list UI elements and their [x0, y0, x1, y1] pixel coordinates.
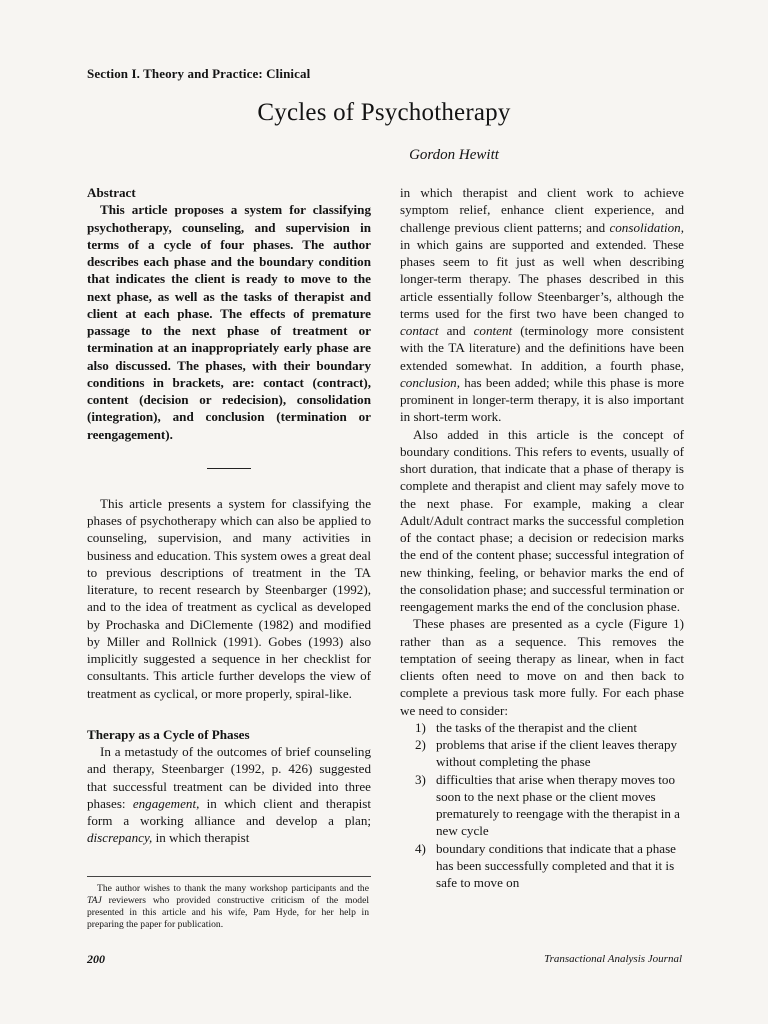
list-number: 3) [415, 771, 426, 787]
abstract-heading: Abstract [87, 185, 136, 200]
text-run: The author wishes to thank the many workshop participants and the [97, 883, 369, 894]
journal-abbreviation: TAJ [87, 895, 102, 906]
subsection-heading: Therapy as a Cycle of Phases [87, 726, 250, 742]
text-run: in which client and therapist form a working alliance and develop a plan; [87, 795, 371, 828]
list-number: 4) [415, 840, 426, 856]
boundary-conditions-paragraph: Also added in this article is the concept of boundary conditions. This refers to events, usually of short duration, that indicate that a phase of therapy is complete and therapist and client may safely move to the next phase. For example, making a clear Adult/Adult contract marks the successful completion of the contact phase; a decision or redecision marks the end of the content phase; successful integration of new thinking, feeling, or behavior marks the end of the consolidation phase; and successful termination or reengagement marks the end of the conclusion phase. [400, 426, 684, 614]
abstract-body: This article proposes a system for classifying psychotherapy, counseling, and supervision in terms of a cycle of four phases. The author describes each phase and the boundary condition that indicates the client is ready to move to the next phase, as well as the tasks of therapist and client at each phase. The effects of premature passage to the next phase of treatment or termination at an inappropriately early phase are also discussed. The phases, with their boundary conditions in brackets, are: contact (contract), content (decision or redecision), consolidation (integration), and conclusion (termination or reengagement). [87, 202, 371, 442]
term-contact: contact [400, 323, 439, 338]
list-item [400, 840, 684, 892]
right-column [400, 184, 684, 891]
term-engagement: engagement, [132, 795, 200, 811]
journal-name: Transactional Analysis Journal [544, 953, 682, 965]
list-text: difficulties that arise when therapy moves too soon to the next phase or the client moves prematurely to reengage with the therapist in a new cycle [436, 771, 680, 839]
list-text: boundary conditions that indicate that a phase has been successfully completed and that it is safe to move on [436, 840, 676, 890]
cycle-paragraph-1-continued [400, 184, 684, 426]
left-column [87, 184, 371, 847]
list-text: problems that arise if the client leaves therapy without completing the phase [436, 737, 678, 770]
acknowledgment-footnote [87, 883, 369, 931]
section-heading: Section I. Theory and Practice: Clinical [87, 66, 311, 81]
list-number: 1) [415, 719, 426, 735]
text-run: and [438, 323, 474, 338]
term-discrepancy: discrepancy, [87, 830, 153, 846]
section-divider [207, 468, 251, 469]
text-run: In a metastudy of the outcomes of brief counseling and therapy, Steenbarger (1992, p. 426) suggested that successful treatment can be divided into three phases: [87, 744, 371, 811]
text-run: in which gains are supported and extended. These phases seem to fit just as well when describing longer-term therapy. The phases described in this article essentially follow Steenbarger’s, although the terms used for the first two have been changed to [400, 236, 684, 321]
list-number: 2) [415, 737, 426, 752]
term-consolidation: consolidation, [609, 219, 684, 235]
term-content: content [473, 323, 513, 338]
text-run: in which therapist and client work to achieve symptom relief, enhance client experience, and challenge previous client patterns; and [400, 185, 684, 235]
article-title: Cycles of Psychotherapy [257, 99, 511, 126]
text-run: (terminology more consistent with the TA literature) and the definitions have been extended somewhat. In addition, a fourth phase, [400, 323, 684, 373]
footnote-rule [87, 876, 371, 877]
list-text: the tasks of the therapist and the client [436, 719, 638, 735]
list-item [400, 736, 684, 771]
intro-paragraph: This article presents a system for classifying the phases of psychotherapy which can also be applied to counseling, supervision, and many activities in business and education. This system owes a great deal to previous descriptions of treatment in the TA literature, to recent research by Steenbarger (1992), and to the idea of treatment as cyclical as developed by Prochaska and DiClemente (1982) and modified by Miller and Rollnick (1991). Gobes (1993) also implicitly suggested a sequence in her checklist for consultants. This article further develops the view of treatment as cyclical, or more properly, spiral-like. [87, 495, 371, 701]
cycle-paragraph-3: These phases are presented as a cycle (Figure 1) rather than as a sequence. This removes the temptation of seeing therapy as linear, when in fact clients often need to move on and then back to complete a previous task more fully. For each phase we need to consider: [400, 616, 684, 718]
list-item [400, 771, 684, 840]
term-conclusion: conclusion, [400, 374, 461, 390]
article-author: Gordon Hewitt [409, 147, 499, 163]
page-number: 200 [87, 952, 105, 966]
text-run: has been added; while this phase is more prominent in longer-term therapy, it is also important in short-term work. [400, 374, 684, 425]
list-item [400, 719, 684, 736]
cycle-paragraph-1-start [87, 743, 371, 847]
considerations-list [400, 719, 684, 892]
text-run: reviewers who provided constructive criticism of the model presented in this article and his wife, Pam Hyde, for her help in preparing the paper for publication. [87, 895, 369, 930]
text-run: in which therapist [152, 830, 250, 846]
